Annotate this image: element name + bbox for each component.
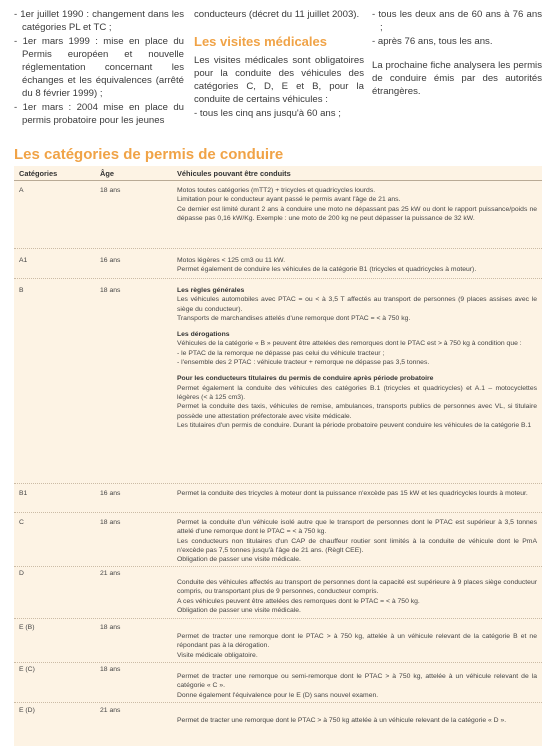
row-category: A1: [19, 257, 28, 264]
row-text: Ce dernier est limité durant 2 ans à conduire une moto ne dépassant pas 25 kW ou dont le rapport puissance/poids ne dépasse pas 0,16 kW/Kg. Exemple : une moto de 200 kg ne peut dépasser la puissance de 32 kW.: [177, 205, 537, 222]
row-description: [177, 186, 537, 223]
medical-visits-paragraph: Les visites médicales sont obligatoires pour la conduite des véhicules des catégories C, D, E et B, pour la conduite de certains véhicules :: [194, 55, 364, 105]
medical-visits-heading: Les visites médicales: [194, 34, 327, 49]
header-categories: Catégories: [19, 169, 58, 178]
table-row: [14, 248, 542, 279]
row-age: 16 ans: [100, 490, 121, 497]
row-text: Permet également de conduire les véhicules de la catégorie B1 (tricycles et quadricycles à moteur).: [177, 266, 477, 274]
medical-visits-item: - tous les cinq ans jusqu'à 60 ans ;: [194, 108, 341, 119]
row-category: A: [19, 187, 24, 194]
header-vehicles: Véhicules pouvant être conduits: [177, 169, 291, 178]
table-row: [14, 618, 542, 663]
medical-visits-item: - après 76 ans, tous les ans.: [372, 36, 493, 47]
row-age: 21 ans: [100, 707, 121, 714]
row-text: Les véhicules automobiles avec PTAC = ou < à 3,5 T affectés au transport de personnes (9 places assises avec le siège du conducteur).: [177, 296, 537, 313]
section-title: Les catégories de permis de conduire: [14, 146, 284, 163]
subheading-general-rules: Les règles générales: [177, 287, 245, 294]
row-text: Conduite des véhicules affectés au transport de personnes dont la capacité est supérieure à 9 places siège conducteur compris, ou transportant plus de 9 personnes, conducteur compris.: [177, 579, 537, 596]
row-age: 18 ans: [100, 187, 121, 194]
row-description: [177, 672, 537, 700]
table-row: [14, 702, 542, 744]
history-item: - 1er juillet 1990 : changement dans les catégories PL et TC ;: [14, 9, 184, 33]
row-text: Permet de tracter une remorque dont le PTAC > à 750 kg attelée à un véhicule relevant de la catégorie « D ».: [177, 717, 507, 724]
row-age: 18 ans: [100, 624, 121, 631]
intro-columns: [14, 8, 542, 143]
row-description: [177, 489, 537, 498]
table-row: [14, 278, 542, 484]
row-text: Permet la conduite des tricycles à moteur dont la puissance n'excède pas 15 kW et les quadricycles lourds à moteur.: [177, 490, 528, 497]
table-header: [14, 166, 542, 181]
row-description: [177, 286, 537, 430]
row-age: 16 ans: [100, 257, 121, 264]
row-description: [177, 578, 537, 615]
row-description: [177, 518, 537, 564]
row-category: D: [19, 570, 24, 577]
intro-column-3: [372, 8, 542, 99]
table-row: [14, 566, 542, 619]
row-category: E (B): [19, 624, 35, 631]
table-row: [14, 512, 542, 567]
row-category: E (C): [19, 666, 35, 673]
table-row: [14, 180, 542, 249]
row-text: Permet également la conduite des véhicules des catégories B.1 (tricycles et quadricycles) et A.1 – motocyclettes légères (< à 125 cm3).: [177, 384, 537, 401]
table-row: [14, 483, 542, 513]
row-category: E (D): [19, 707, 35, 714]
row-age: 18 ans: [100, 666, 121, 673]
row-text: Permet de tracter une remorque ou semi-remorque dont le PTAC > à 750 kg, attelée à un véhicule relevant de la catégorie « C ».: [177, 673, 537, 690]
row-text: Obligation de passer une visite médicale.: [177, 556, 301, 564]
row-category: C: [19, 519, 24, 526]
row-text: Permet de tracter une remorque dont le PTAC > à 750 kg, attelée à un véhicule relevant de la catégorie B et ne répondant pas à la dérogation.: [177, 633, 537, 650]
row-text: Les titulaires d'un permis de conduire. Durant la période probatoire peuvent conduire les véhicules de la catégorie B.1: [177, 421, 532, 429]
row-description: [177, 716, 537, 725]
row-text: Permet la conduite des taxis, véhicules de remise, ambulances, transports publics de personnes avec VL, si titulaire possède une attestation préfectorale avec visite médicale.: [177, 403, 537, 420]
medical-visits-item: - tous les deux ans de 60 ans à 76 ans ;: [372, 9, 542, 33]
history-item-continuation: conducteurs (décret du 11 juillet 2003).: [194, 9, 360, 20]
row-text: Les conducteurs non titulaires d'un CAP de chauffeur routier sont limités à la conduite de véhicule dont le PmA n'excède pas 7,5 tonnes jusqu'à l'âge de 21 ans. (Règlt CEE).: [177, 537, 537, 554]
next-sheet-note: La prochaine fiche analysera les permis de conduire émis par des autorités étrangères.: [372, 60, 542, 97]
row-category: B: [19, 287, 24, 294]
row-text: Transports de marchandises attelés d'une remorque dont PTAC = < à 750 kg.: [177, 314, 411, 322]
license-categories-table: [14, 166, 542, 746]
row-text: Obligation de passer une visite médicale.: [177, 606, 301, 614]
subheading-derogations: Les dérogations: [177, 331, 230, 339]
intro-column-1: [14, 8, 184, 128]
row-age: 18 ans: [100, 287, 121, 294]
subheading-probationary: Pour les conducteurs titulaires du permis de conduire après période probatoire: [177, 375, 434, 383]
row-description: [177, 632, 537, 660]
row-age: 21 ans: [100, 570, 121, 577]
row-description: [177, 256, 537, 275]
history-item: - 1er mars 1999 : mise en place du Permis européen et nouvelle réglementation concernant les échanges et les équivalences (arrêté du 8 février 1999) ;: [14, 36, 184, 99]
row-text: Permet la conduite d'un véhicule isolé autre que le transport de personnes dont le PTAC est supérieur à 3,5 tonnes attelé d'une remorque dont le PTAC = < à 750 kg.: [177, 519, 537, 536]
row-text: Limitation pour le conducteur ayant passé le permis avant l'âge de 21 ans.: [177, 196, 401, 204]
row-text: Visite médicale obligatoire.: [177, 651, 258, 659]
header-age: Âge: [100, 169, 114, 178]
row-text: A ces véhicules peuvent être attelées des remorques dont le PTAC = < à 750 kg.: [177, 597, 420, 605]
row-text: Motos légères < 125 cm3 ou 11 kW.: [177, 257, 286, 264]
history-item: - 1er mars : 2004 mise en place du permis probatoire pour les jeunes: [14, 102, 184, 126]
row-text: Motos toutes catégories (mTT2) + tricycles et quadricycles lourds.: [177, 187, 376, 194]
intro-column-2: [194, 8, 364, 121]
row-text: - le PTAC de la remorque ne dépasse pas celui du véhicule tracteur ;: [177, 349, 385, 357]
row-text: Donne également l'équivalence pour le E (D) sans nouvel examen.: [177, 691, 379, 699]
row-text: - l'ensemble des 2 PTAC : véhicule tracteur + remorque ne dépasse pas 3,5 tonnes.: [177, 359, 430, 367]
row-age: 18 ans: [100, 519, 121, 526]
table-row: [14, 662, 542, 703]
row-text: Véhicules de la catégorie « B » peuvent être attelées des remorques dont le PTAC est > à 750 kg à condition que :: [177, 340, 522, 348]
row-category: B1: [19, 490, 28, 497]
